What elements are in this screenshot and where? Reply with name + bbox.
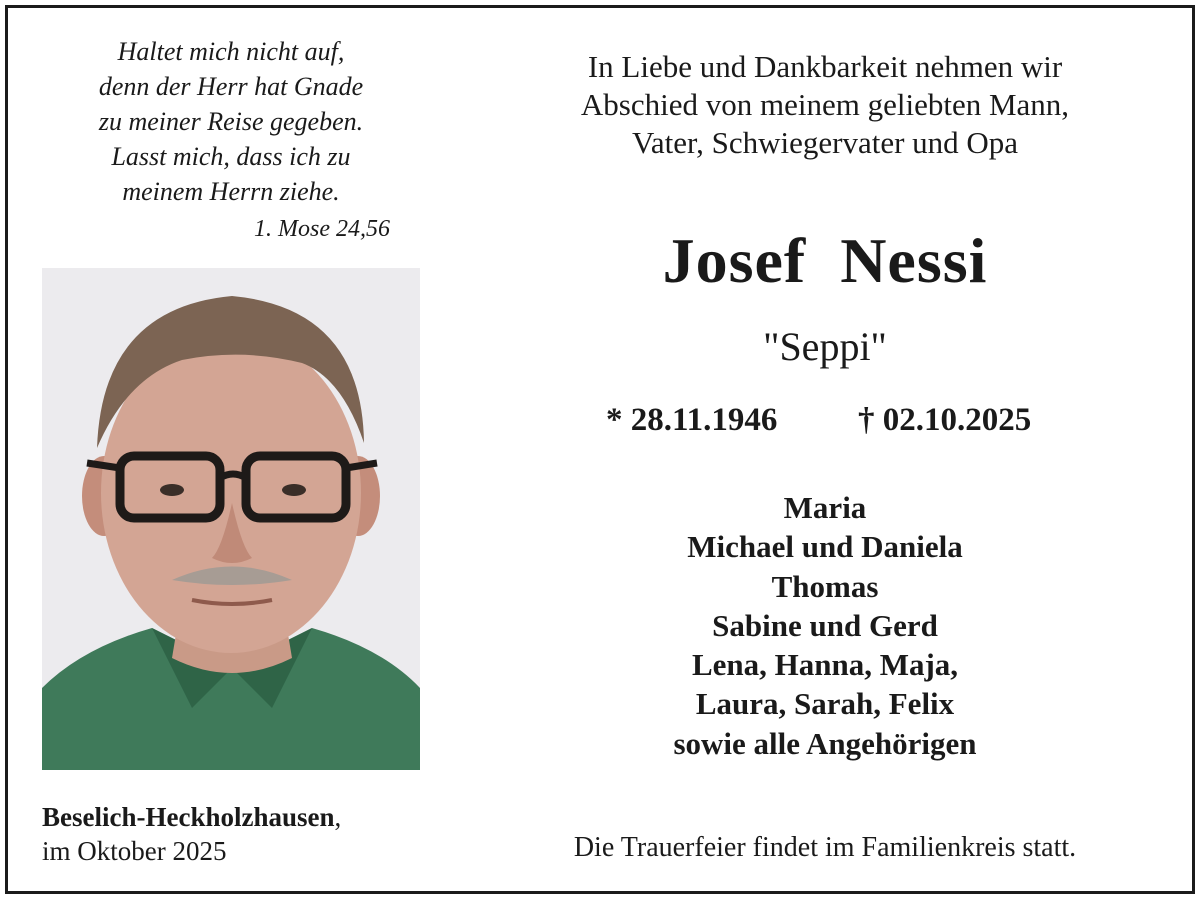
mourner-line: Lena, Hanna, Maja, xyxy=(691,647,959,683)
mourner-line: Sabine und Gerd xyxy=(712,607,938,643)
deceased-nickname: "Seppi" xyxy=(763,324,887,369)
deceased-name: Josef Nessi xyxy=(662,225,988,296)
verse-line: Haltet mich nicht auf, xyxy=(117,37,345,66)
mourners-list xyxy=(470,488,1180,763)
bible-verse xyxy=(40,34,422,209)
place-and-date xyxy=(42,800,341,868)
birth-date: * 28.11.1946 xyxy=(606,402,778,438)
intro-text xyxy=(470,48,1180,162)
intro-line: Abschied von meinem geliebten Mann, xyxy=(580,87,1070,122)
verse-line: denn der Herr hat Gnade xyxy=(98,72,364,101)
mourner-line: Michael und Daniela xyxy=(687,529,963,565)
mourner-line: sowie alle Angehörigen xyxy=(673,725,977,761)
funeral-note: Die Trauerfeier findet im Familienkreis statt. xyxy=(573,832,1077,863)
verse-reference: 1. Mose 24,56 xyxy=(254,216,390,242)
verse-line: meinem Herrn ziehe. xyxy=(122,177,340,206)
town-comma: , xyxy=(334,802,342,832)
intro-line: Vater, Schwiegervater und Opa xyxy=(631,125,1019,160)
mourner-line: Laura, Sarah, Felix xyxy=(695,686,955,722)
place-line xyxy=(42,800,341,834)
verse-line: zu meiner Reise gegeben. xyxy=(98,107,364,136)
death-date: † 02.10.2025 xyxy=(858,402,1032,438)
life-dates xyxy=(600,398,1060,442)
verse-line: Lasst mich, dass ich zu xyxy=(111,142,351,171)
intro-line: In Liebe und Dankbarkeit nehmen wir xyxy=(587,49,1063,84)
mourner-line: Maria xyxy=(783,490,867,525)
portrait-photo xyxy=(42,268,420,770)
mourner-line: Thomas xyxy=(771,568,879,604)
town-name: Beselich-Heckholzhausen xyxy=(42,802,335,832)
notice-date: im Oktober 2025 xyxy=(42,836,227,866)
